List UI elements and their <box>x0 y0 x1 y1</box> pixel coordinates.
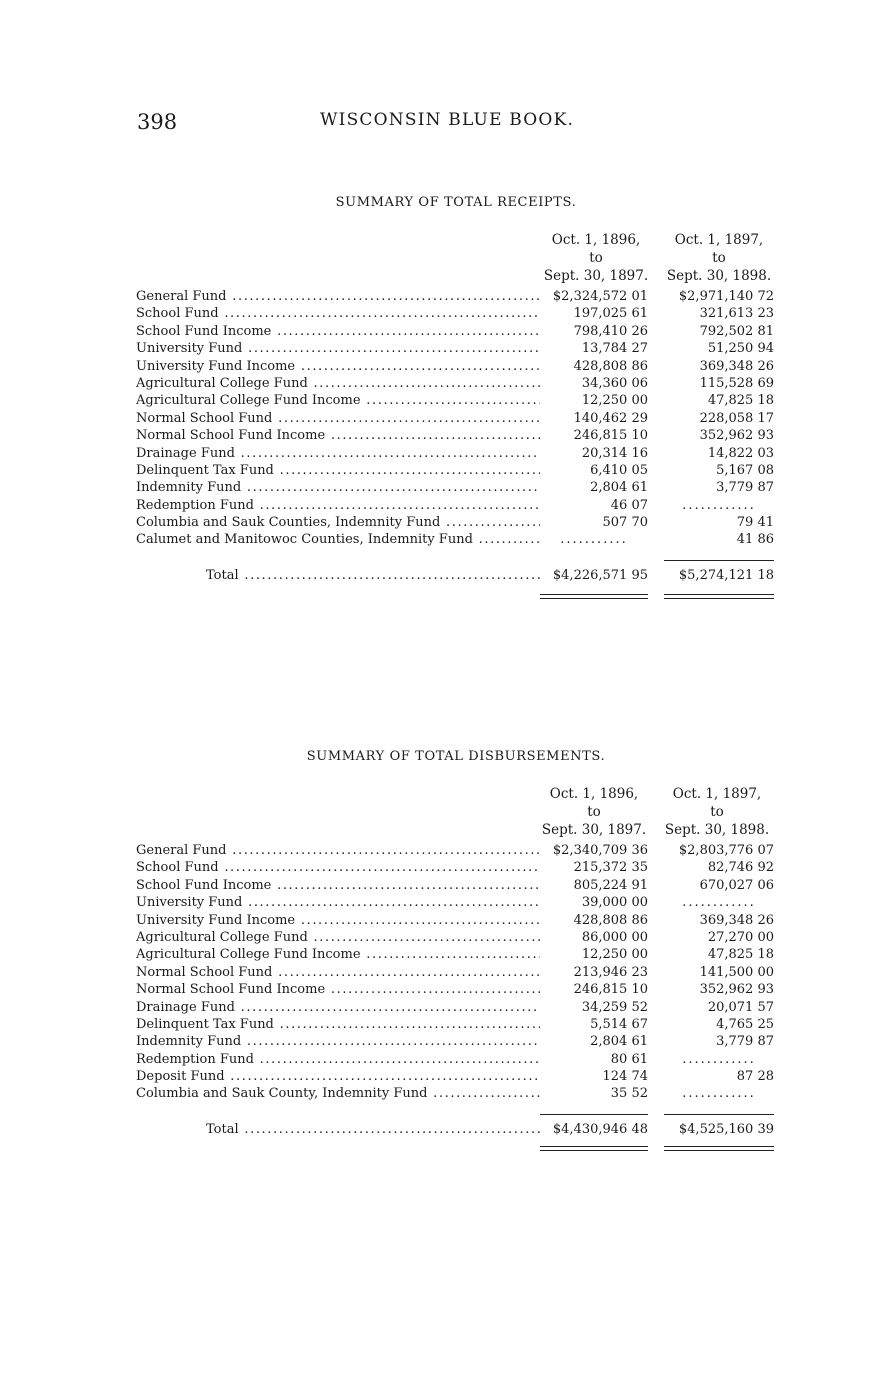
disbursements-col2-head: Oct. 1, 1897, to Sept. 30, 1898. <box>664 786 770 838</box>
receipts-total-1898: $5,274,121 18 <box>678 568 774 583</box>
table-row: Drainage Fund ..... 34,259 52 20,071 57 <box>136 999 776 1016</box>
table-row: Delinquent Tax Fund ..... 6,410 05 5,167 08 <box>136 462 776 479</box>
disbursements-total-label: Total ..... <box>206 1121 540 1139</box>
receipts-title: SUMMARY OF TOTAL RECEIPTS. <box>335 195 577 210</box>
table-row: Redemption Fund ..... 46 07 ............ <box>136 497 776 514</box>
receipts-rows <box>136 288 776 549</box>
table-row: Normal School Fund Income ..... 246,815 10 352,962 93 <box>136 981 776 998</box>
table-row: Agricultural College Fund Income ..... 12,250 00 47,825 18 <box>136 392 776 409</box>
table-row: Redemption Fund ..... 80 61 ............ <box>136 1051 776 1068</box>
receipts-col1-head: Oct. 1, 1896, to Sept. 30, 1897. <box>543 232 649 284</box>
receipts-col2-head: Oct. 1, 1897, to Sept. 30, 1898. <box>666 232 772 284</box>
receipts-total-rule-2 <box>664 594 774 599</box>
table-row: Agricultural College Fund Income ..... 12,250 00 47,825 18 <box>136 946 776 963</box>
table-row: Normal School Fund ..... 213,946 23 141,500 00 <box>136 964 776 981</box>
table-row: General Fund ..... $2,324,572 01 $2,971,140 72 <box>136 288 776 305</box>
table-row: School Fund ..... 197,025 61 321,613 23 <box>136 305 776 322</box>
table-row: Deposit Fund ..... 124 74 87 28 <box>136 1068 776 1085</box>
receipts-total-row <box>136 567 776 585</box>
table-row: Columbia and Sauk Counties, Indemnity Fund ..... 507 70 79 41 <box>136 514 776 531</box>
table-row: Columbia and Sauk County, Indemnity Fund ..... 35 52 ............ <box>136 1085 776 1102</box>
receipts-total-1897: $4,226,571 95 <box>552 568 648 583</box>
table-row: School Fund ..... 215,372 35 82,746 92 <box>136 859 776 876</box>
disbursements-col1-subtotal-rule <box>540 1114 648 1115</box>
table-row: Agricultural College Fund ..... 34,360 06 115,528 69 <box>136 375 776 392</box>
disbursements-total-1898: $4,525,160 39 <box>678 1122 774 1137</box>
table-row: Delinquent Tax Fund ..... 5,514 67 4,765 25 <box>136 1016 776 1033</box>
table-row: University Fund ..... 39,000 00 ............ <box>136 894 776 911</box>
disbursements-col1-head: Oct. 1, 1896, to Sept. 30, 1897. <box>541 786 647 838</box>
disbursements-col2-subtotal-rule <box>664 1114 774 1115</box>
disbursements-total-rule-1 <box>540 1146 648 1151</box>
receipts-total-rule-1 <box>540 594 648 599</box>
table-row: Agricultural College Fund ..... 86,000 00 27,270 00 <box>136 929 776 946</box>
table-row: Indemnity Fund ..... 2,804 61 3,779 87 <box>136 1033 776 1050</box>
table-row: Calumet and Manitowoc Counties, Indemnity Fund ..... ........... 41 86 <box>136 531 776 548</box>
receipts-col2-subtotal-rule <box>664 560 774 561</box>
receipts-total-label: Total ..... <box>206 567 540 585</box>
disbursements-total-rule-2 <box>664 1146 774 1151</box>
disbursements-total-1897: $4,430,946 48 <box>552 1122 648 1137</box>
table-row: Normal School Fund Income ..... 246,815 10 352,962 93 <box>136 427 776 444</box>
running-head: WISCONSIN BLUE BOOK. <box>320 110 575 130</box>
table-row: School Fund Income ..... 805,224 91 670,027 06 <box>136 877 776 894</box>
disbursements-title: SUMMARY OF TOTAL DISBURSEMENTS. <box>306 749 606 764</box>
table-row: University Fund Income ..... 428,808 86 369,348 26 <box>136 912 776 929</box>
table-row: University Fund ..... 13,784 27 51,250 94 <box>136 340 776 357</box>
table-row: University Fund Income ..... 428,808 86 369,348 26 <box>136 358 776 375</box>
table-row: School Fund Income ..... 798,410 26 792,502 81 <box>136 323 776 340</box>
table-row: Drainage Fund ..... 20,314 16 14,822 03 <box>136 445 776 462</box>
disbursements-total-row <box>136 1121 776 1139</box>
table-row: Indemnity Fund ..... 2,804 61 3,779 87 <box>136 479 776 496</box>
table-row: General Fund ..... $2,340,709 36 $2,803,776 07 <box>136 842 776 859</box>
table-row: Normal School Fund ..... 140,462 29 228,058 17 <box>136 410 776 427</box>
disbursements-rows <box>136 842 776 1103</box>
page-number: 398 <box>137 110 178 134</box>
